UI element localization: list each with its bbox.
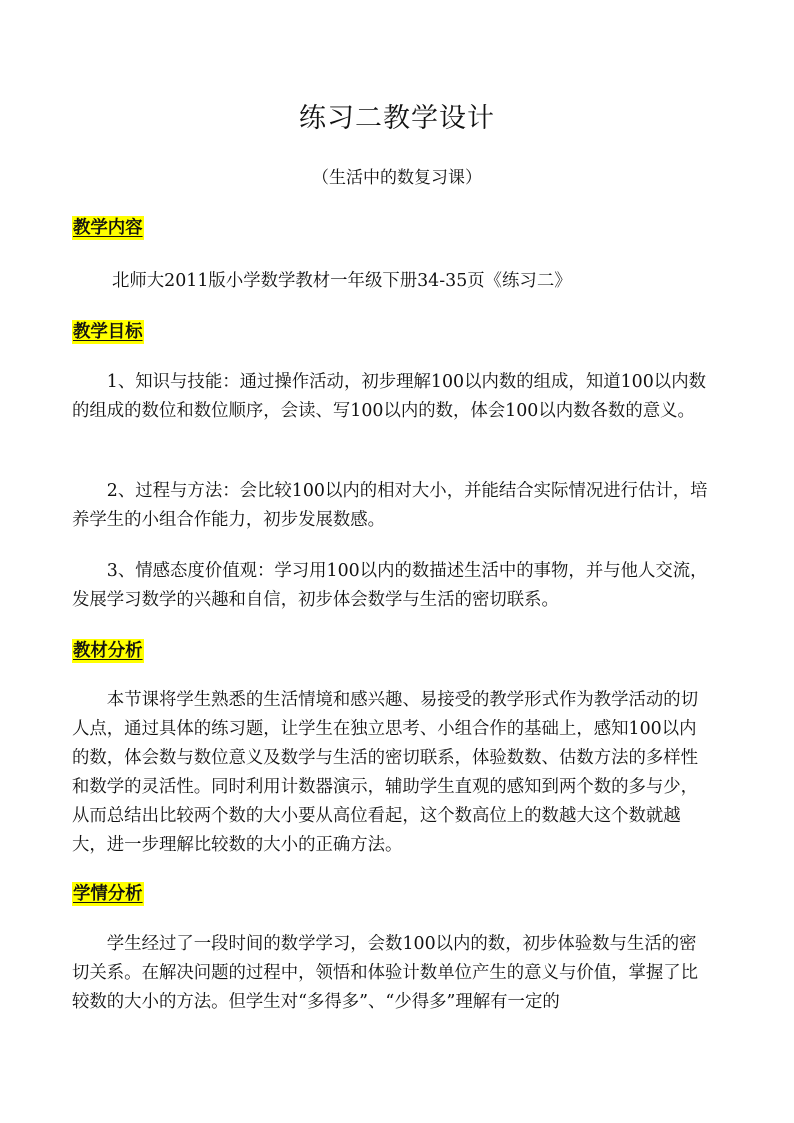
teaching-content-paragraph: 北师大2011版小学数学教材一年级下册34-35页《练习二》 <box>112 271 572 291</box>
objective-process-paragraph: 2、过程与方法：会比较100以内的相对大小，并能结合实际情况进行估计，培养学生的小组合作能力，初步发展数感。 <box>72 481 708 530</box>
section-heading-textbook-analysis: 教材分析 <box>73 641 143 661</box>
textbook-analysis-paragraph: 本节课将学生熟悉的生活情境和感兴趣、易接受的教学形式作为教学活动的切人点，通过具体的练习题，让学生在独立思考、小组合作的基础上，感知100以内的数，体会数与数位意义及数学与生活的密切联系，体验数数、估数方法的多样性和数学的灵活性。同时利用计数器演示，辅助学生直观的感知到两个数的多与少，从而总结出比较两个数的大小要从高位看起，这个数高位上的数越大这个数就越大，进一步理解比较数的大小的正确方法。 <box>72 690 699 855</box>
objective-attitude-paragraph: 3、情感态度价值观：学习用100以内的数描述生活中的事物，并与他人交流，发展学习数学的兴趣和自信，初步体会数学与生活的密切联系。 <box>72 561 708 610</box>
section-heading-teaching-content: 教学内容 <box>73 218 143 238</box>
document-title: 练习二教学设计 <box>299 103 495 134</box>
section-heading-teaching-objectives: 教学目标 <box>73 322 143 342</box>
document-subtitle: （生活中的数复习课） <box>312 168 482 188</box>
student-analysis-paragraph: 学生经过了一段时间的数学学习，会数100以内的数，初步体验数与生活的密切关系。在解决问题的过程中，领悟和体验计数单位产生的意义与价值，掌握了比较数的大小的方法。但学生对“多得多”、“少得多”理解有一定的 <box>72 934 699 1012</box>
section-heading-student-analysis: 学情分析 <box>73 884 143 904</box>
objective-knowledge-paragraph: 1、知识与技能：通过操作活动，初步理解100以内数的组成，知道100以内数的组成的数位和数位顺序，会读、写100以内的数，体会100以内数各数的意义。 <box>72 372 706 421</box>
